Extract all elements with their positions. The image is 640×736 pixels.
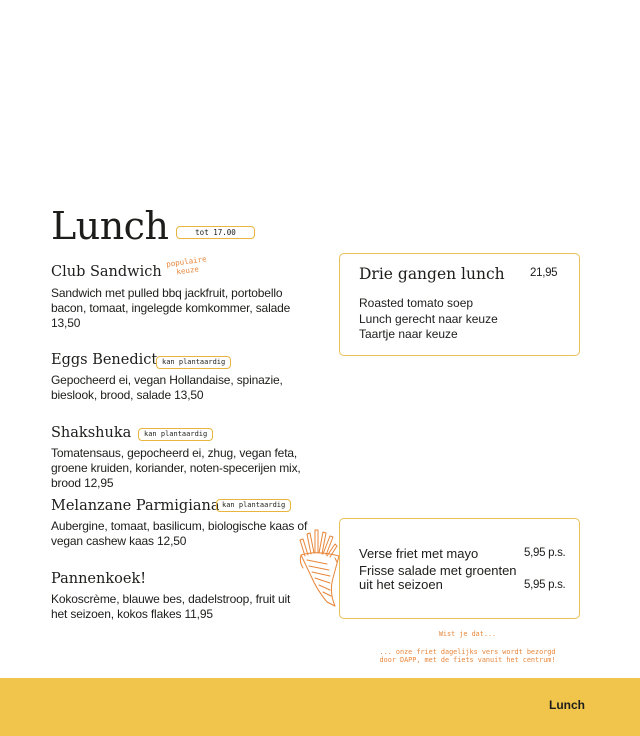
did-you-know-heading: Wist je dat... [438, 630, 497, 638]
footer-label: Lunch [549, 698, 585, 712]
dish-shakshuka-name: Shakshuka [51, 425, 132, 441]
side-fries-price: 5,95 p.s. [524, 547, 566, 559]
plant-based-tag: kan plantaardig [138, 428, 213, 441]
plant-based-tag: kan plantaardig [156, 356, 231, 369]
dish-club-sandwich-description: Sandwich met pulled bbq jackfruit, portobello bacon, tomaat, ingelegde komkommer, salade 13,50 [51, 286, 291, 330]
dish-pannenkoek-name: Pannenkoek! [51, 571, 147, 587]
dish-pannenkoek-description: Kokoscrème, blauwe bes, dadelstroop, fruit uit het seizoen, kokos flakes 11,95 [51, 592, 291, 621]
fries-icon [297, 528, 349, 608]
dish-shakshuka-description: Tomatensaus, gepocheerd ei, zhug, vegan feta, groene kruiden, koriander, noten-specerijen mix, brood 12,95 [51, 446, 301, 490]
page-title: Lunch [51, 204, 169, 248]
course-item: Roasted tomato soep [359, 296, 474, 310]
dish-melanzane-name: Melanzane Parmigiana [51, 498, 220, 514]
did-you-know-text: ... onze friet dagelijks vers wordt bezorgd door DAPP, met de fiets vanuit het centrum! [379, 647, 556, 664]
dish-club-sandwich-name: Club Sandwich [51, 264, 162, 280]
three-course-list [359, 296, 498, 343]
course-item: Lunch gerecht naar keuze [359, 311, 498, 326]
three-course-title: Drie gangen lunch [359, 265, 505, 283]
time-badge: tot 17.00 [176, 226, 255, 239]
dish-eggs-benedict-name: Eggs Benedict [51, 352, 158, 368]
dish-eggs-benedict-description: Gepocheerd ei, vegan Hollandaise, spinazie, bieslook, brood, salade 13,50 [51, 373, 283, 402]
side-fries-name: Verse friet met mayo [359, 546, 479, 561]
side-salad-name: Frisse salade met groenten uit het seizoen [359, 563, 517, 592]
plant-based-tag: kan plantaardig [216, 499, 291, 512]
course-item: Taartje naar keuze [359, 327, 458, 341]
side-salad-price: 5,95 p.s. [524, 579, 566, 591]
popular-choice-note: populaire keuze [165, 254, 208, 277]
footer-bar [0, 678, 640, 736]
dish-melanzane-description: Aubergine, tomaat, basilicum, biologische kaas of vegan cashew kaas 12,50 [51, 519, 308, 548]
three-course-price: 21,95 [530, 267, 558, 279]
did-you-know-note [340, 630, 595, 665]
